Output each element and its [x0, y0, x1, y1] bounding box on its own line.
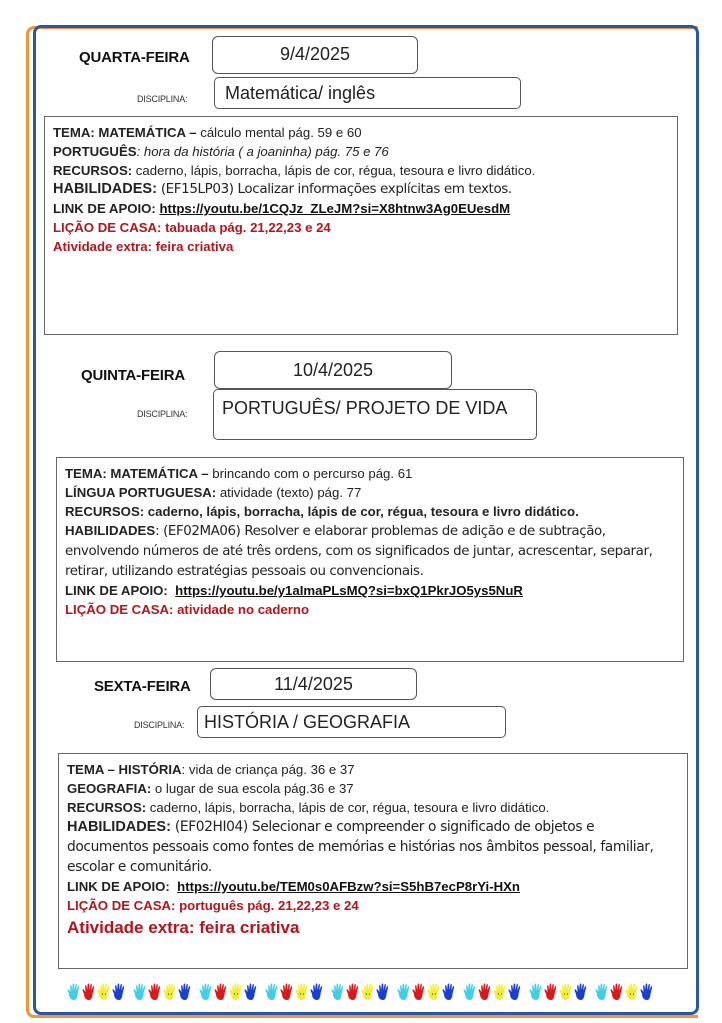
hand-icon: [264, 983, 279, 1001]
tema-line: TEMA – HISTÓRIA: vida de criança pág. 36 e 37: [67, 762, 355, 777]
discipline-field-sexta[interactable]: HISTÓRIA / GEOGRAFIA: [197, 706, 506, 738]
hand-icon: [213, 983, 228, 1001]
hand-group: [594, 983, 654, 1001]
hand-icon: [639, 983, 654, 1001]
habilidades-line: HABILIDADES: (EF02HI04) Selecionar e compreender o significado de objetos e documentos pessoais como fontes de memórias e histórias nos âmbitos pessoal, familiar, escolar e comunitário.: [67, 819, 654, 875]
habilidades-line: HABILIDADES: (EF02MA06) Resolver e elaborar problemas de adição e de subtração, envolvendo números de até três ordens, com os significados de juntar, acrescentar, separar, retirar, utilizando estratégias pessoais ou convencionais.: [65, 523, 653, 579]
support-link-quarta[interactable]: https://youtu.be/1CQJz_ZLeJM?si=X8htnw3Ag0EUesdM: [159, 201, 511, 216]
hand-icon: [132, 983, 147, 1001]
link-line: LINK DE APOIO: https://youtu.be/1CQJz_ZLeJM?si=X8htnw3Ag0EUesdM: [53, 201, 511, 216]
extra-activity-line: Atividade extra: feira criativa: [53, 239, 234, 254]
hand-icon: [609, 983, 624, 1001]
link-line: LINK DE APOIO: https://youtu.be/y1aImaPLsMQ?si=bxQ1PkrJO5ys5NuR: [65, 583, 523, 598]
hand-icon: [360, 983, 375, 1001]
recursos-line: RECURSOS: caderno, lápis, borracha, lápis de cor, régua, tesoura e livro didático.: [53, 163, 536, 178]
hand-icon: [558, 983, 573, 1001]
hand-icon: [96, 983, 111, 1001]
date-field-quinta[interactable]: 10/4/2025: [214, 351, 452, 389]
geografia-line: GEOGRAFIA: o lugar de sua escola pág.36 e 37: [67, 781, 354, 796]
hand-icon: [162, 983, 177, 1001]
hand-icon: [507, 983, 522, 1001]
lesson-box-quarta: [44, 116, 678, 335]
hand-icon: [81, 983, 96, 1001]
hand-icon: [177, 983, 192, 1001]
tema-line: TEMA: MATEMÁTICA – brincando com o percurso pág. 61: [65, 466, 413, 481]
homework-line: LIÇÃO DE CASA: atividade no caderno: [65, 602, 310, 617]
hand-icon: [441, 983, 456, 1001]
hand-group: [396, 983, 456, 1001]
hand-icon: [345, 983, 360, 1001]
hand-icon: [462, 983, 477, 1001]
tema-line: TEMA: MATEMÁTICA – cálculo mental pág. 59 e 60: [53, 125, 362, 140]
homework-line: LIÇÃO DE CASA: português pág. 21,22,23 e 24: [67, 898, 359, 913]
date-field-quarta[interactable]: 9/4/2025: [212, 36, 418, 74]
day-label-sexta: SEXTA-FEIRA: [94, 678, 191, 695]
hand-icon: [396, 983, 411, 1001]
hand-icon: [528, 983, 543, 1001]
hand-group: [132, 983, 192, 1001]
discipline-field-quinta[interactable]: PORTUGUÊS/ PROJETO DE VIDA: [213, 389, 537, 440]
portugues-line: PORTUGUÊS: hora da história ( a joaninha) pág. 75 e 76: [53, 144, 389, 159]
hand-icon: [330, 983, 345, 1001]
recursos-line: RECURSOS: caderno, lápis, borracha, lápis de cor, régua, tesoura e livro didático.: [65, 504, 579, 519]
discipline-label-sexta: DISCIPLINA:: [134, 720, 185, 730]
hand-icon: [492, 983, 507, 1001]
hand-icon: [294, 983, 309, 1001]
hand-icon: [375, 983, 390, 1001]
support-link-quinta[interactable]: https://youtu.be/y1aImaPLsMQ?si=bxQ1PkrJO5ys5NuR: [175, 583, 523, 598]
hand-group: [528, 983, 588, 1001]
lingua-line: LÍNGUA PORTUGUESA: atividade (texto) pág. 77: [65, 485, 362, 500]
hand-icon: [426, 983, 441, 1001]
hand-group: [330, 983, 390, 1001]
discipline-field-quarta[interactable]: Matemática/ inglês: [214, 77, 521, 109]
homework-line: LIÇÃO DE CASA: tabuada pág. 21,22,23 e 24: [53, 220, 331, 235]
hand-icon: [279, 983, 294, 1001]
support-link-sexta[interactable]: https://youtu.be/TEM0s0AFBzw?si=S5hB7ecP8rYi-HXn: [177, 879, 520, 894]
extra-activity-line: Atividade extra: feira criativa: [67, 918, 300, 937]
discipline-label-quinta: DISCIPLINA:: [137, 409, 188, 419]
hand-icon: [66, 983, 81, 1001]
hand-group: [462, 983, 522, 1001]
hand-icon: [228, 983, 243, 1001]
day-label-quarta: QUARTA-FEIRA: [79, 49, 190, 66]
hand-group: [198, 983, 258, 1001]
hand-group: [66, 983, 126, 1001]
hand-border-decoration: [66, 983, 654, 1001]
hand-icon: [477, 983, 492, 1001]
hand-group: [264, 983, 324, 1001]
recursos-line: RECURSOS: caderno, lápis, borracha, lápis de cor, régua, tesoura e livro didático.: [67, 800, 550, 815]
hand-icon: [543, 983, 558, 1001]
hand-icon: [624, 983, 639, 1001]
hand-icon: [243, 983, 258, 1001]
lesson-box-quinta: [56, 457, 684, 662]
hand-icon: [573, 983, 588, 1001]
hand-icon: [198, 983, 213, 1001]
hand-icon: [111, 983, 126, 1001]
date-field-sexta[interactable]: 11/4/2025: [210, 668, 417, 700]
hand-icon: [411, 983, 426, 1001]
hand-icon: [594, 983, 609, 1001]
hand-icon: [309, 983, 324, 1001]
discipline-label-quarta: DISCIPLINA:: [137, 94, 188, 104]
habilidades-line: HABILIDADES: (EF15LP03) Localizar informações explícitas em textos.: [53, 181, 512, 197]
day-label-quinta: QUINTA-FEIRA: [81, 367, 185, 384]
hand-icon: [147, 983, 162, 1001]
lesson-box-sexta: [58, 753, 688, 969]
link-line: LINK DE APOIO: https://youtu.be/TEM0s0AFBzw?si=S5hB7ecP8rYi-HXn: [67, 879, 520, 894]
